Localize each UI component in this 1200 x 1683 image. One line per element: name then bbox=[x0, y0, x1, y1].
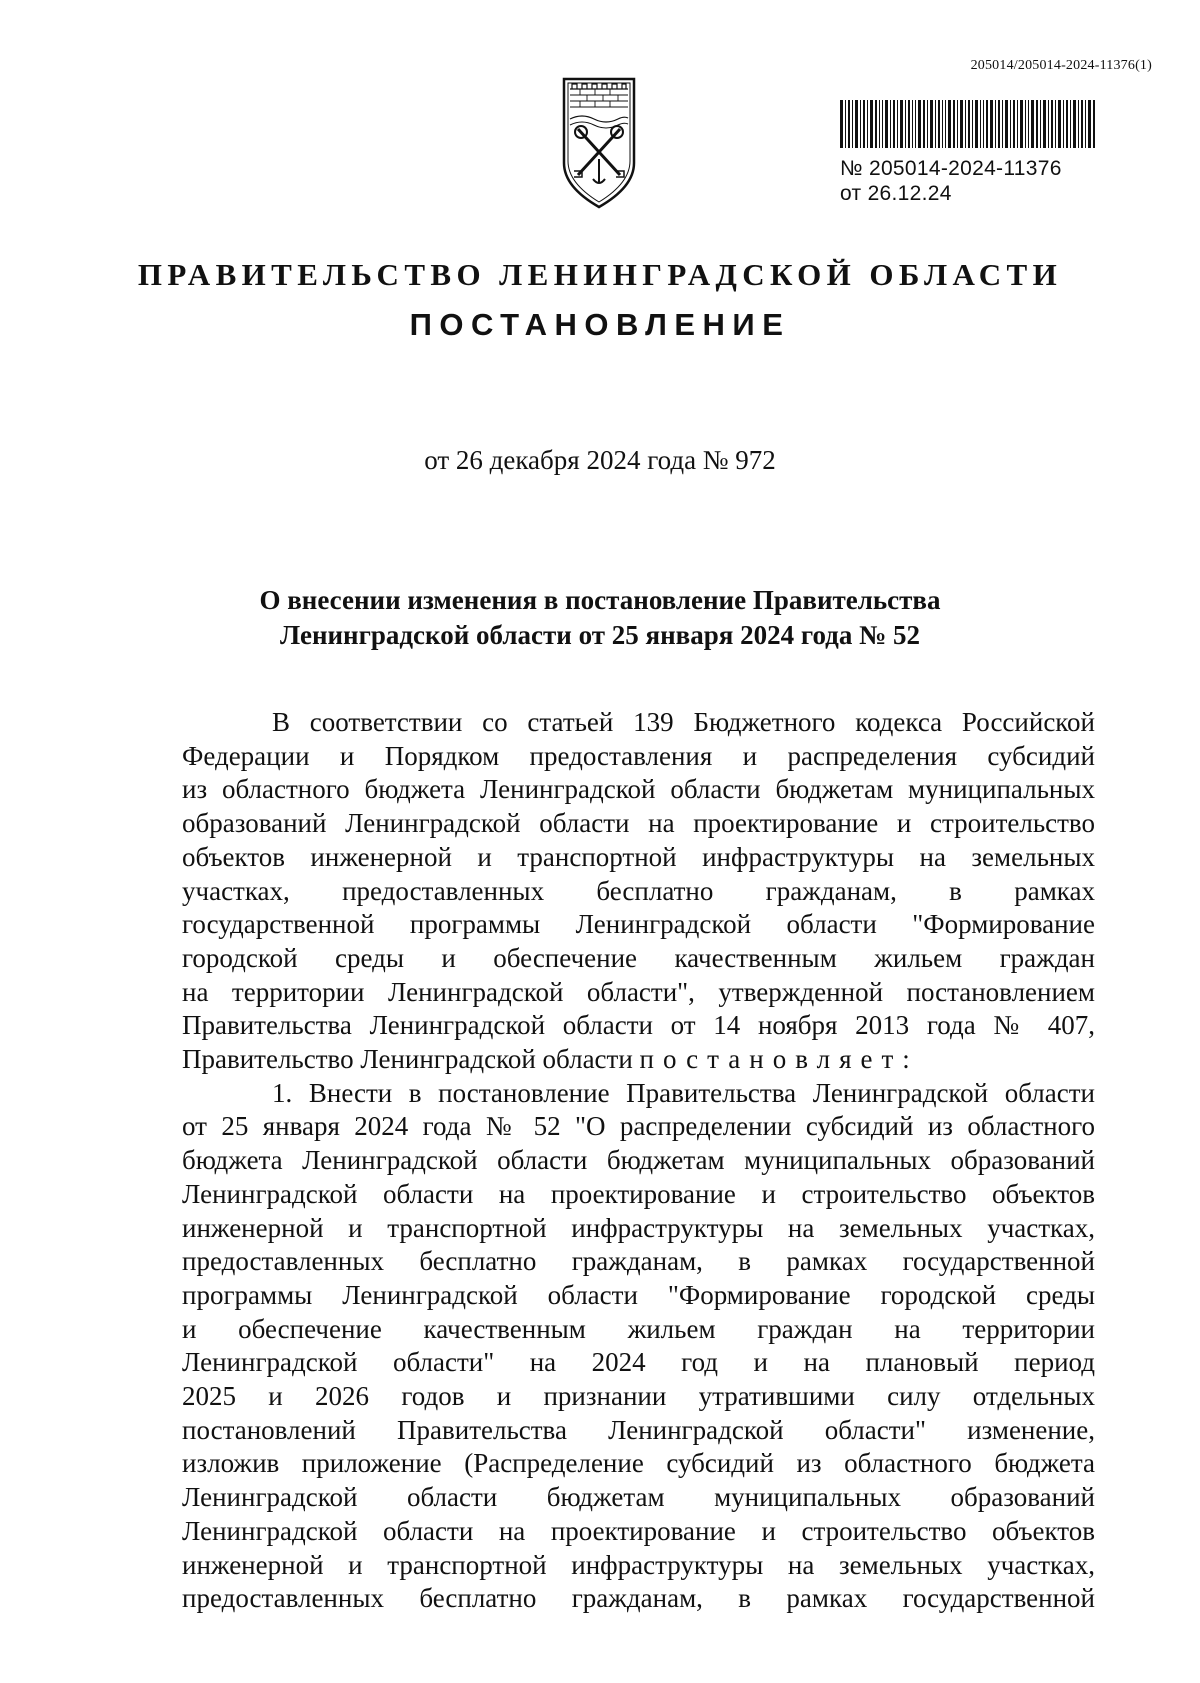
body-line: Ленинградской области" на 2024 год и на плановый период bbox=[182, 1347, 1095, 1378]
body-line: и обеспечение качественным жильем граждан на территории bbox=[182, 1313, 1095, 1344]
resolution-date-number: от 26 декабря 2024 года № 972 bbox=[424, 445, 776, 475]
body-line: из областного бюджета Ленинградской области бюджетам муниципальных bbox=[182, 774, 1095, 805]
registration-number: № 205014-2024-11376 bbox=[840, 157, 1062, 180]
body-line: Ленинградской области на проектирование и строительство объектов bbox=[182, 1515, 1095, 1546]
resolution-subject bbox=[0, 583, 1200, 653]
body-line: программы Ленинградской области "Формирование городской среды bbox=[182, 1279, 1095, 1310]
registration-date: от 26.12.24 bbox=[840, 182, 952, 205]
body-line: Ленинградской области бюджетам муниципальных образований bbox=[182, 1482, 1095, 1513]
subject-line-1: О внесении изменения в постановление Правительства bbox=[259, 585, 941, 615]
body-line: Ленинградской области на проектирование и строительство объектов bbox=[182, 1178, 1095, 1209]
body-line: предоставленных бесплатно гражданам, в рамках государственной bbox=[182, 1583, 1095, 1614]
body-line: участках, предоставленных бесплатно гражданам, в рамках bbox=[182, 875, 1095, 906]
body-line: объектов инженерной и транспортной инфраструктуры на земельных bbox=[182, 841, 1095, 872]
leningrad-oblast-coat-of-arms-icon bbox=[560, 75, 638, 211]
body-line: 1. Внести в постановление Правительства Ленинградской области bbox=[272, 1077, 1095, 1108]
document-id: 205014/205014-2024-11376(1) bbox=[970, 58, 1152, 73]
body-line: на территории Ленинградской области", утвержденной постановлением bbox=[182, 976, 1095, 1007]
body-line: Федерации и Порядком предоставления и распределения субсидий bbox=[182, 740, 1095, 771]
body-line: городской среды и обеспечение качественным жильем граждан bbox=[182, 942, 1095, 973]
body-line: инженерной и транспортной инфраструктуры на земельных участках, bbox=[182, 1549, 1095, 1580]
document-type-title: ПОСТАНОВЛЕНИЕ bbox=[409, 307, 791, 342]
body-line: предоставленных бесплатно гражданам, в рамках государственной bbox=[182, 1246, 1095, 1277]
government-title: ПРАВИТЕЛЬСТВО ЛЕНИНГРАДСКОЙ ОБЛАСТИ bbox=[137, 257, 1063, 292]
decree-word: постановляет: bbox=[639, 1044, 919, 1075]
body-line: бюджета Ленинградской области бюджетам муниципальных образований bbox=[182, 1145, 1095, 1176]
decree-subject: Правительство Ленинградской области bbox=[182, 1044, 633, 1075]
barcode-icon bbox=[840, 100, 1095, 148]
body-line: государственной программы Ленинградской области "Формирование bbox=[182, 909, 1095, 940]
body-line: изложив приложение (Распределение субсидий из областного бюджета bbox=[182, 1448, 1095, 1479]
body-line: инженерной и транспортной инфраструктуры на земельных участках, bbox=[182, 1212, 1095, 1243]
barcode-registration-block bbox=[840, 100, 1110, 206]
body-line: В соответствии со статьей 139 Бюджетного кодекса Российской bbox=[272, 707, 1095, 737]
body-line: образований Ленинградской области на проектирование и строительство bbox=[182, 808, 1095, 839]
body-line: 2025 и 2026 годов и признании утратившими силу отдельных bbox=[182, 1381, 1095, 1412]
resolution-body bbox=[182, 706, 1095, 1616]
body-line: от 25 января 2024 года № 52 "О распределении субсидий из областного bbox=[182, 1111, 1095, 1142]
body-line: постановлений Правительства Ленинградской области" изменение, bbox=[182, 1414, 1095, 1445]
body-line: Правительства Ленинградской области от 14 ноября 2013 года № 407, bbox=[182, 1010, 1095, 1041]
decree-line bbox=[182, 1043, 1095, 1077]
subject-line-2: Ленинградской области от 25 января 2024 года № 52 bbox=[280, 620, 920, 650]
